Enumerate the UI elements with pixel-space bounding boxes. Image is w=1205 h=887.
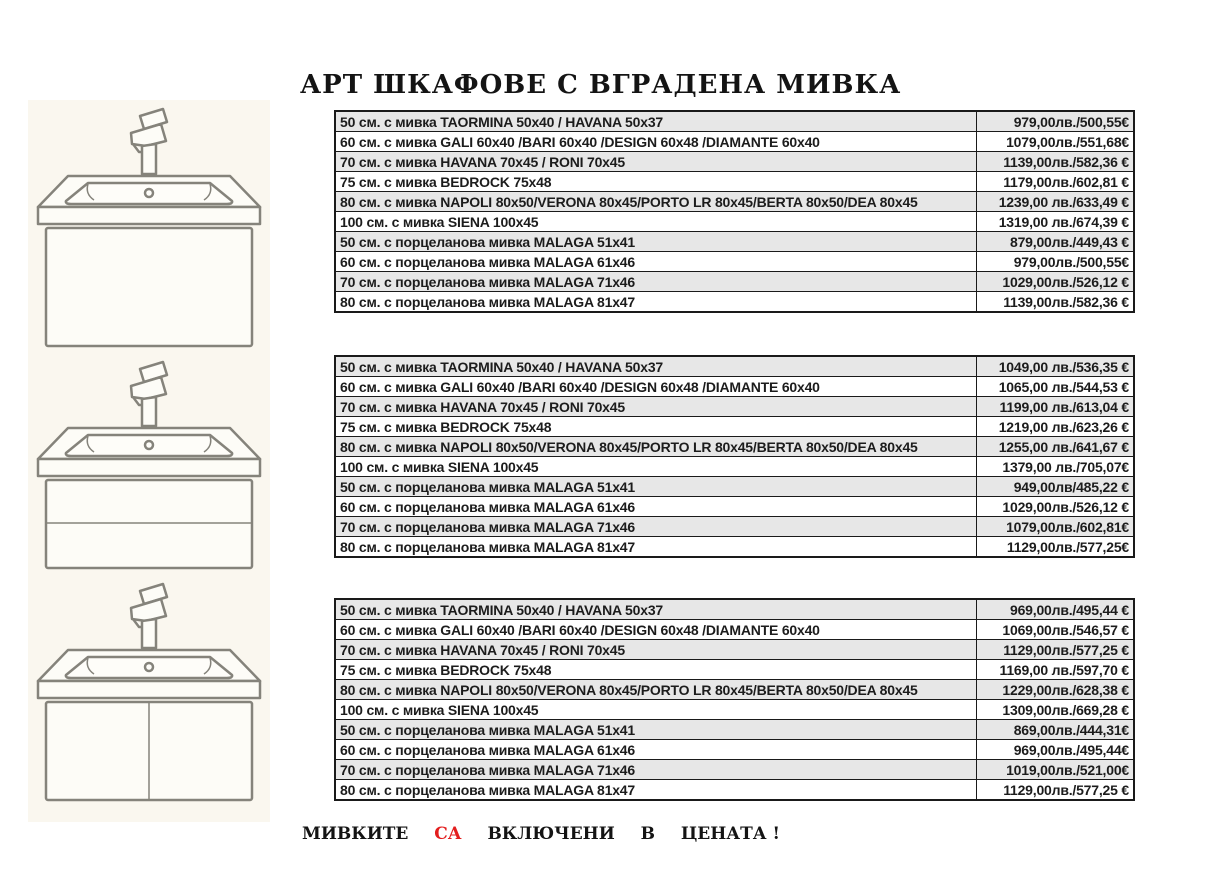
sink-top — [38, 650, 260, 698]
product-description: 80 см. с порцеланова мивка MALAGA 81x47 — [335, 292, 977, 313]
price-row — [335, 620, 1134, 640]
price-row — [335, 457, 1134, 477]
product-description: 60 см. с мивка GALI 60x40 /BARI 60x40 /DESIGN 60x48 /DIAMANTE 60x40 — [335, 377, 977, 397]
price-row — [335, 356, 1134, 377]
price-row — [335, 192, 1134, 212]
product-price: 1069,00лв./546,57 € — [977, 620, 1135, 640]
price-row — [335, 132, 1134, 152]
product-price: 1169,00 лв./597,70 € — [977, 660, 1135, 680]
price-row — [335, 172, 1134, 192]
product-description: 80 см. с мивка NAPOLI 80x50/VERONA 80x45/PORTO LR 80x45/BERTA 80x50/DEA 80x45 — [335, 680, 977, 700]
product-price: 1129,00лв./577,25€ — [977, 537, 1135, 558]
footer-note — [302, 824, 780, 844]
product-description: 100 см. с мивка SIENA 100x45 — [335, 212, 977, 232]
price-row — [335, 272, 1134, 292]
product-price: 1179,00лв./602,81 € — [977, 172, 1135, 192]
product-price: 1139,00лв./582,36 € — [977, 152, 1135, 172]
price-row — [335, 640, 1134, 660]
product-description: 70 см. с порцеланова мивка MALAGA 71x46 — [335, 760, 977, 780]
product-description: 50 см. с мивка TAORMINA 50x40 / HAVANA 50x37 — [335, 356, 977, 377]
price-row — [335, 437, 1134, 457]
price-row — [335, 599, 1134, 620]
page-title: АРТ ШКАФОВЕ С ВГРАДЕНА МИВКА — [300, 70, 902, 100]
product-description: 50 см. с порцеланова мивка MALAGA 51x41 — [335, 477, 977, 497]
price-row — [335, 537, 1134, 558]
price-table-2 — [334, 355, 1135, 558]
product-description: 60 см. с порцеланова мивка MALAGA 61x46 — [335, 252, 977, 272]
product-description: 70 см. с порцеланова мивка MALAGA 71x46 — [335, 517, 977, 537]
product-price: 1319,00 лв./674,39 € — [977, 212, 1135, 232]
price-row — [335, 700, 1134, 720]
product-price: 1029,00лв./526,12 € — [977, 272, 1135, 292]
cabinet-body — [46, 228, 252, 346]
product-price: 979,00лв./500,55€ — [977, 111, 1135, 132]
price-row — [335, 232, 1134, 252]
product-price: 979,00лв./500,55€ — [977, 252, 1135, 272]
cabinet-body — [46, 702, 252, 800]
product-description: 75 см. с мивка BEDROCK 75x48 — [335, 660, 977, 680]
product-description: 70 см. с мивка HAVANA 70x45 / RONI 70x45 — [335, 640, 977, 660]
product-price: 1129,00лв./577,25 € — [977, 640, 1135, 660]
footer-word: ЦЕНАТА ! — [680, 824, 780, 844]
product-description: 70 см. с мивка HAVANA 70x45 / RONI 70x45 — [335, 152, 977, 172]
price-row — [335, 477, 1134, 497]
price-row — [335, 517, 1134, 537]
footer-word-highlighted: СА — [434, 824, 462, 844]
product-price: 1019,00лв./521,00€ — [977, 760, 1135, 780]
price-row — [335, 377, 1134, 397]
price-row — [335, 760, 1134, 780]
sink-top — [38, 176, 260, 224]
product-description: 75 см. с мивка BEDROCK 75x48 — [335, 417, 977, 437]
footer-word: В — [640, 824, 655, 844]
product-description: 80 см. с порцеланова мивка MALAGA 81x47 — [335, 537, 977, 558]
price-row — [335, 212, 1134, 232]
product-description: 50 см. с мивка TAORMINA 50x40 / HAVANA 50x37 — [335, 599, 977, 620]
product-price: 869,00лв./444,31€ — [977, 720, 1135, 740]
price-row — [335, 497, 1134, 517]
product-description: 75 см. с мивка BEDROCK 75x48 — [335, 172, 977, 192]
price-row — [335, 292, 1134, 313]
product-price: 949,00лв/485,22 € — [977, 477, 1135, 497]
product-price: 1229,00лв./628,38 € — [977, 680, 1135, 700]
sink-top — [38, 428, 260, 476]
product-illustrations-panel — [28, 100, 270, 822]
product-description: 70 см. с порцеланова мивка MALAGA 71x46 — [335, 272, 977, 292]
product-description: 100 см. с мивка SIENA 100x45 — [335, 700, 977, 720]
product-description: 50 см. с мивка TAORMINA 50x40 / HAVANA 50x37 — [335, 111, 977, 132]
price-row — [335, 740, 1134, 760]
product-description: 60 см. с мивка GALI 60x40 /BARI 60x40 /DESIGN 60x48 /DIAMANTE 60x40 — [335, 620, 977, 640]
product-price: 1239,00 лв./633,49 € — [977, 192, 1135, 212]
product-description: 80 см. с мивка NAPOLI 80x50/VERONA 80x45/PORTO LR 80x45/BERTA 80x50/DEA 80x45 — [335, 192, 977, 212]
price-row — [335, 720, 1134, 740]
product-price: 1065,00 лв./544,53 € — [977, 377, 1135, 397]
product-description: 50 см. с порцеланова мивка MALAGA 51x41 — [335, 720, 977, 740]
faucet-icon — [131, 109, 167, 174]
price-row — [335, 252, 1134, 272]
price-table-3 — [334, 598, 1135, 801]
product-price: 1079,00лв./551,68€ — [977, 132, 1135, 152]
product-price: 969,00лв./495,44 € — [977, 599, 1135, 620]
product-description: 60 см. с порцеланова мивка MALAGA 61x46 — [335, 740, 977, 760]
product-price: 1079,00лв./602,81€ — [977, 517, 1135, 537]
product-price: 879,00лв./449,43 € — [977, 232, 1135, 252]
vanity-two-drawers-illustration — [28, 360, 270, 574]
product-description: 100 см. с мивка SIENA 100x45 — [335, 457, 977, 477]
product-price: 1139,00лв./582,36 € — [977, 292, 1135, 313]
price-row — [335, 111, 1134, 132]
faucet-icon — [131, 584, 167, 648]
price-row — [335, 680, 1134, 700]
price-table-1 — [334, 110, 1135, 313]
price-row — [335, 780, 1134, 801]
product-description: 50 см. с порцеланова мивка MALAGA 51x41 — [335, 232, 977, 252]
price-row — [335, 417, 1134, 437]
product-price: 1129,00лв./577,25 € — [977, 780, 1135, 801]
product-price: 969,00лв./495,44€ — [977, 740, 1135, 760]
product-description: 60 см. с мивка GALI 60x40 /BARI 60x40 /DESIGN 60x48 /DIAMANTE 60x40 — [335, 132, 977, 152]
vanity-two-doors-illustration — [28, 582, 270, 806]
vanity-single-front-illustration — [28, 100, 270, 352]
product-description: 80 см. с порцеланова мивка MALAGA 81x47 — [335, 780, 977, 801]
footer-word: МИВКИТЕ — [302, 824, 409, 844]
product-price: 1379,00 лв./705,07€ — [977, 457, 1135, 477]
product-price: 1049,00 лв./536,35 € — [977, 356, 1135, 377]
product-price: 1199,00 лв./613,04 € — [977, 397, 1135, 417]
faucet-icon — [131, 362, 167, 426]
price-row — [335, 397, 1134, 417]
price-row — [335, 660, 1134, 680]
cabinet-body — [46, 480, 252, 568]
product-price: 1309,00лв./669,28 € — [977, 700, 1135, 720]
product-description: 70 см. с мивка HAVANA 70x45 / RONI 70x45 — [335, 397, 977, 417]
product-price: 1255,00 лв./641,67 € — [977, 437, 1135, 457]
product-description: 80 см. с мивка NAPOLI 80x50/VERONA 80x45/PORTO LR 80x45/BERTA 80x50/DEA 80x45 — [335, 437, 977, 457]
product-price: 1029,00лв./526,12 € — [977, 497, 1135, 517]
price-row — [335, 152, 1134, 172]
footer-word: ВКЛЮЧЕНИ — [487, 824, 615, 844]
product-price: 1219,00 лв./623,26 € — [977, 417, 1135, 437]
product-description: 60 см. с порцеланова мивка MALAGA 61x46 — [335, 497, 977, 517]
